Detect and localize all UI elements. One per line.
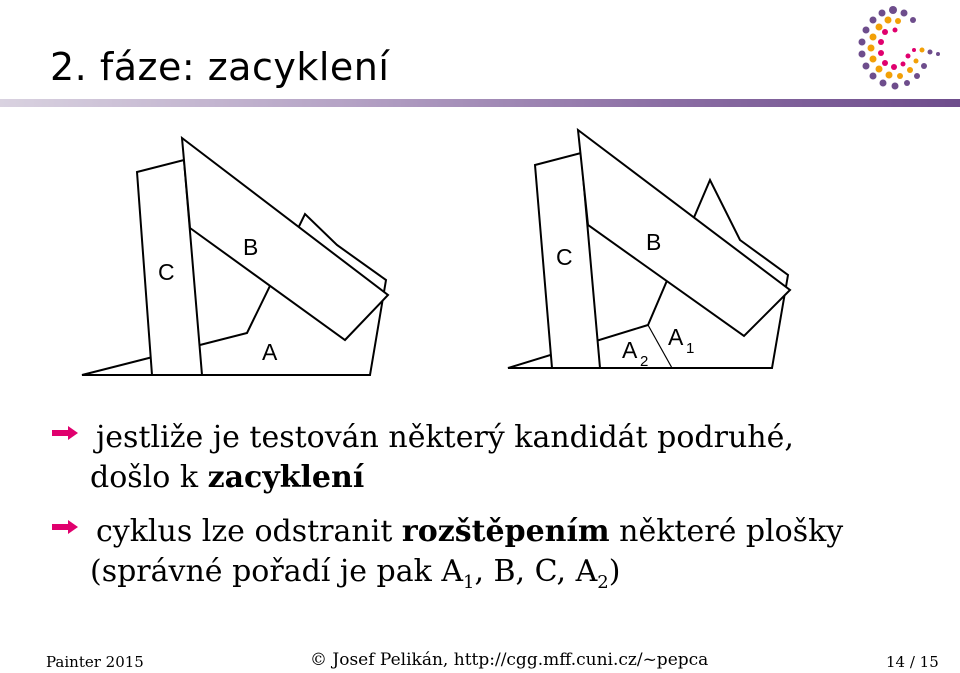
footer-course: Painter 2015 — [46, 653, 144, 671]
right-label-b: B — [646, 229, 662, 255]
bullet-1-line-2: došlo k zacyklení — [90, 460, 365, 495]
slide-title: 2. fáze: zacyklení — [50, 45, 390, 89]
right-label-a1: A — [668, 324, 684, 350]
left-label-b: B — [243, 234, 259, 260]
right-label-c: C — [556, 244, 573, 270]
bullet-arrow-icon — [52, 426, 78, 440]
left-label-c: C — [158, 259, 175, 285]
bold-term: rozštěpením — [401, 514, 610, 549]
bullet-item: cyklus lze odstranit rozštěpením některé plošky — [52, 512, 843, 552]
left-label-a: A — [262, 339, 278, 365]
bullet-arrow-icon — [52, 520, 78, 534]
bullet-1-line-1: jestliže je testován některý kandidát podruhé, — [96, 420, 794, 455]
footer-author: © Josef Pelikán, http://cgg.mff.cuni.cz/~pepca — [310, 650, 709, 670]
copyright-icon: © — [310, 650, 327, 670]
right-label-a1-sub: 1 — [686, 340, 695, 357]
bullet-list — [52, 418, 843, 603]
bold-term: zacyklení — [207, 460, 365, 495]
bullet-2-line-2: (správné pořadí je pak $A_1$, B, C, $A_2$) — [90, 554, 621, 593]
right-label-a2: A — [622, 337, 638, 363]
footer-page-number: 14 / 15 — [886, 653, 939, 671]
right-label-a2-sub: 2 — [640, 353, 649, 370]
bullet-item — [52, 418, 843, 458]
